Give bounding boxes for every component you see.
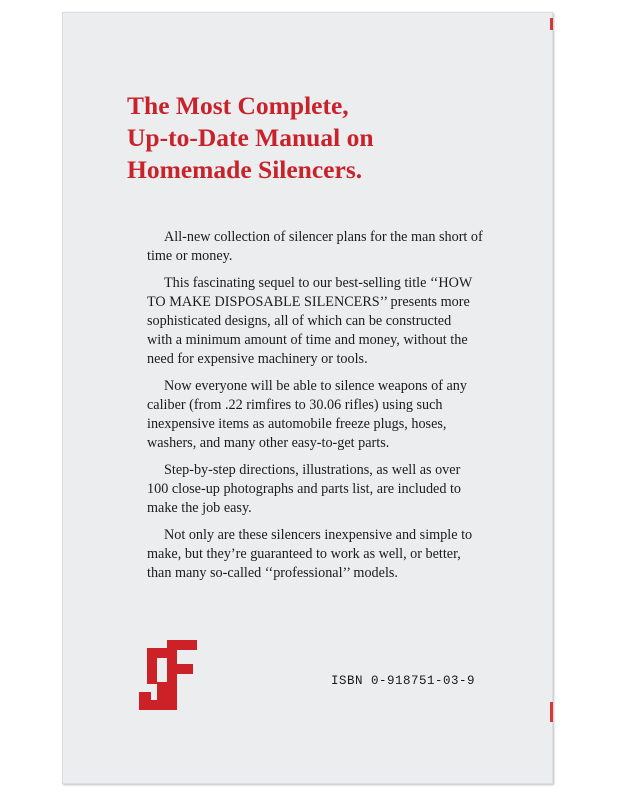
blurb-line: make, but they’re guaranteed to work as well, or better, xyxy=(147,546,461,562)
blurb-line: washers, and many other easy-to-get parts. xyxy=(147,435,390,451)
blurb-line: 100 close-up photographs and parts list, are included to xyxy=(147,481,462,497)
blurb-line: make the job easy. xyxy=(147,500,252,516)
blurb-paragraph xyxy=(147,274,477,369)
blurb-line: sophisticated designs, all of which can be constructed xyxy=(147,313,452,329)
cover-headline xyxy=(127,90,527,186)
headline-line: Up-to-Date Manual on xyxy=(127,123,374,152)
cover-edge-accent xyxy=(550,702,553,722)
blurb-line: with a minimum amount of time and money, without the xyxy=(147,332,468,348)
blurb-paragraph xyxy=(147,526,477,583)
blurb-paragraph xyxy=(147,461,477,518)
cover-edge-accent xyxy=(550,18,553,30)
blurb-line: Step-by-step directions, illustrations, as well as over xyxy=(164,462,461,478)
blurb-line: than many so-called ‘‘professional’’ models. xyxy=(147,565,398,581)
blurb-line: time or money. xyxy=(147,248,233,264)
jf-monogram-icon xyxy=(137,640,199,710)
blurb-line: Not only are these silencers inexpensive and simple to xyxy=(164,527,473,543)
blurb-line: All-new collection of silencer plans for the man short of xyxy=(164,229,483,245)
blurb-line: This fascinating sequel to our best-selling title ‘‘HOW xyxy=(164,275,473,291)
blurb-line: inexpensive items as automobile freeze plugs, hoses, xyxy=(147,416,447,432)
blurb-text xyxy=(147,228,483,591)
blurb-paragraph xyxy=(147,228,483,266)
headline-line: Homemade Silencers. xyxy=(127,155,363,184)
blurb-line: need for expensive machinery or tools. xyxy=(147,351,368,367)
blurb-paragraph xyxy=(147,377,477,453)
headline-line: The Most Complete, xyxy=(127,91,349,120)
book-back-cover xyxy=(62,12,553,784)
isbn-number: ISBN 0-918751-03-9 xyxy=(331,674,476,688)
blurb-line: TO MAKE DISPOSABLE SILENCERS’’ presents more xyxy=(147,294,470,310)
blurb-line: caliber (from .22 rimfires to 30.06 rifles) using such xyxy=(147,397,443,413)
blurb-line: Now everyone will be able to silence weapons of any xyxy=(164,378,467,394)
